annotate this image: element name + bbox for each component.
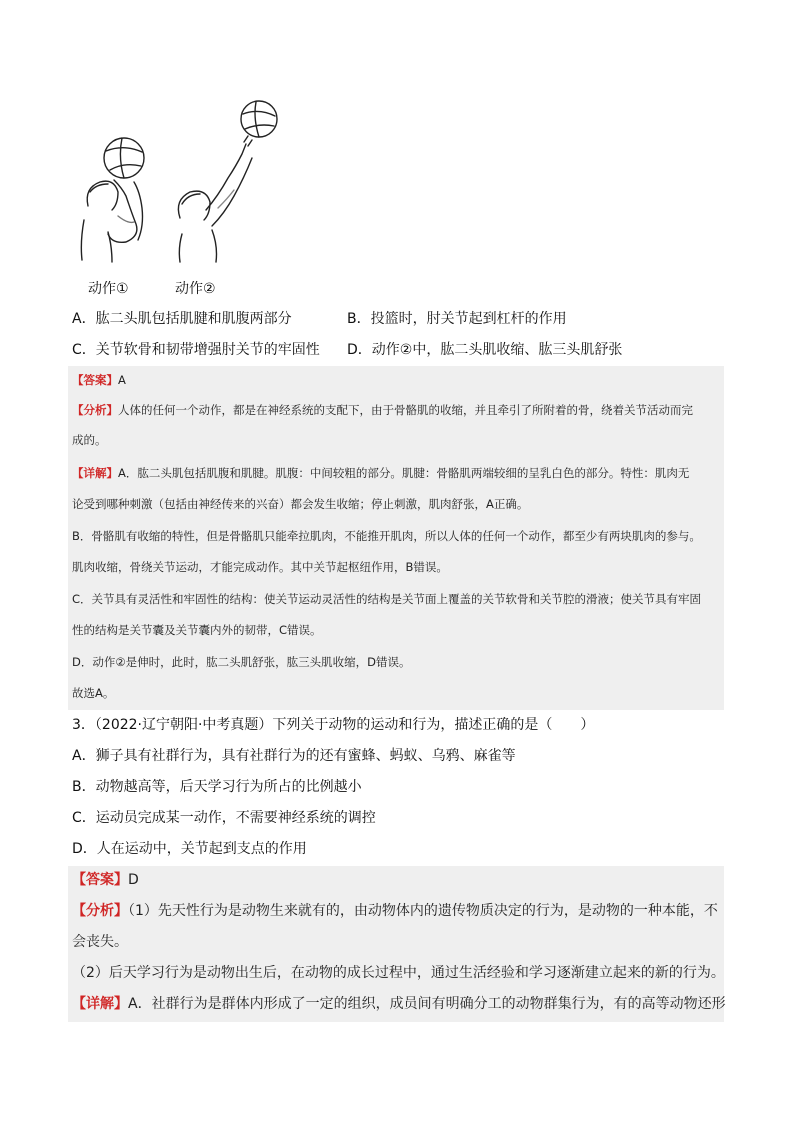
analysis-tag: 【分析】: [72, 903, 128, 919]
detail-tag: 【详解】: [72, 466, 118, 480]
detail-tag: 【详解】: [72, 996, 128, 1012]
answer-value: D: [128, 872, 139, 888]
q3-analysis-line: 会丧失。: [72, 934, 128, 950]
q3-stem: 3．（2022·辽宁朝阳·中考真题）下列关于动物的运动和行为，描述正确的是（ ）: [72, 717, 595, 733]
q2-detail-line: D．动作②是伸时，此时，肱二头肌舒张，肱三头肌收缩，D错误。: [72, 655, 411, 669]
option-b: B．投篮时，肘关节起到杠杆的作用: [347, 311, 567, 327]
q2-detail-line: 【详解】A．肱二头肌包括肌腹和肌腱。肌腹：中间较粗的部分。肌腱：骨骼肌两端较细的呈乳白色的部分。特性：肌肉无: [72, 466, 690, 480]
q2-detail-line: 故选A。: [72, 686, 115, 700]
q2-detail-line: 论受到哪种刺激（包括由神经传来的兴奋）都会发生收缩；停止刺激，肌肉舒张，A正确。: [72, 497, 529, 511]
q2-analysis-line: 【分析】人体的任何一个动作，都是在神经系统的支配下，由于骨骼肌的收缩，并且牵引了所附着的骨，绕着关节活动而完: [72, 403, 693, 417]
q3-option-b: B．动物越高等，后天学习行为所占的比例越小: [72, 779, 362, 795]
q3-analysis-line: 【分析】（1）先天性行为是动物生来就有的，由动物体内的遗传物质决定的行为，是动物的一种本能，不: [72, 903, 718, 919]
basketball-illustration: [78, 96, 308, 266]
answer-tag: 【答案】: [72, 872, 128, 888]
q3-answer: [72, 870, 139, 890]
caption-action-2: 动作②: [175, 281, 216, 297]
caption-action-1: 动作①: [88, 281, 129, 297]
q2-answer-block: [68, 366, 724, 710]
q3-answer-block: [68, 866, 724, 1022]
q3-option-d: D．人在运动中，关节起到支点的作用: [72, 841, 307, 857]
q3-option-a: A．狮子具有社群行为，具有社群行为的还有蜜蜂、蚂蚁、乌鸦、麻雀等: [72, 748, 516, 764]
q3-detail-line: 【详解】A．社群行为是群体内形成了一定的组织，成员间有明确分工的动物群集行为，有的高等动物还形: [72, 996, 726, 1012]
option-d: D．动作②中，肱二头肌收缩、肱三头肌舒张: [347, 342, 623, 358]
q3-analysis-line: （2）后天学习行为是动物出生后，在动物的成长过程中，通过生活经验和学习逐渐建立起来的新的行为。: [72, 965, 725, 981]
q3-option-c: C．运动员完成某一动作，不需要神经系统的调控: [72, 810, 376, 826]
analysis-tag: 【分析】: [72, 403, 118, 417]
q2-analysis-line: 成的。: [72, 433, 107, 447]
q2-answer: [72, 372, 126, 388]
q2-detail-line: 性的结构是关节囊及关节囊内外的韧带，C错误。: [72, 623, 322, 637]
answer-value: A: [118, 373, 126, 387]
option-c: C．关节软骨和韧带增强肘关节的牢固性: [72, 342, 320, 358]
option-a: A．肱二头肌包括肌腱和肌腹两部分: [72, 311, 292, 327]
q2-detail-line: 肌肉收缩，骨绕关节运动，才能完成动作。其中关节起枢纽作用，B错误。: [72, 560, 448, 574]
q2-detail-line: C．关节具有灵活性和牢固性的结构：使关节运动灵活性的结构是关节面上覆盖的关节软骨和关节腔的滑液；使关节具有牢固: [72, 592, 702, 606]
answer-tag: 【答案】: [72, 373, 118, 387]
q2-detail-line: B．骨骼肌有收缩的特性，但是骨骼肌只能牵拉肌肉，不能推开肌肉，所以人体的任何一个动作，都至少有两块肌肉的参与。: [72, 529, 701, 543]
